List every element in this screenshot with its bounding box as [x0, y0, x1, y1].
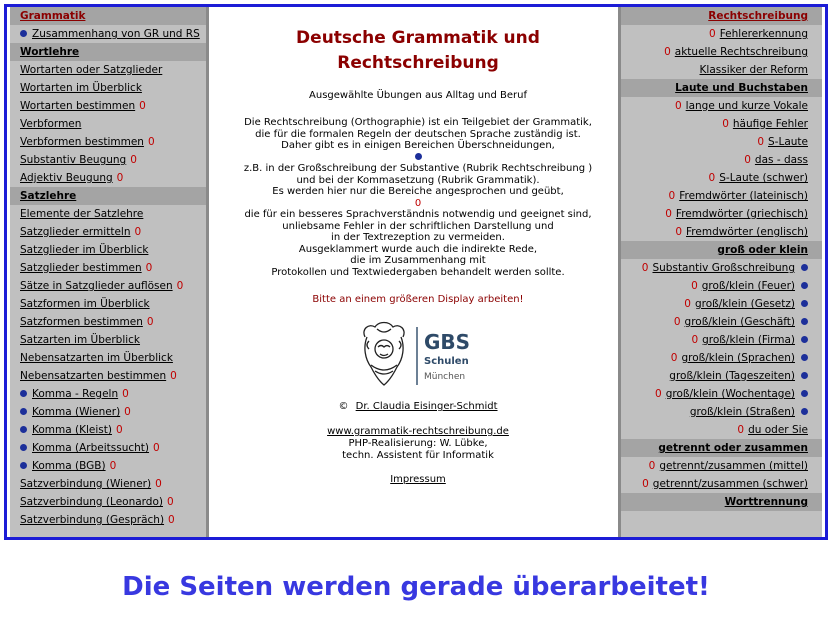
nav-item-groß-klein-gesetz[interactable]	[621, 295, 822, 313]
nav-item-groß-klein-feuer[interactable]	[621, 277, 822, 295]
nav-item-label[interactable]: Adjektiv Beugung	[20, 172, 113, 184]
php-credit-role: techn. Assistent für Informatik	[342, 450, 494, 461]
nav-item-label[interactable]: Komma (Arbeitssucht)	[32, 442, 150, 454]
nav-item-substantiv-beugung[interactable]	[10, 151, 209, 169]
marker: 0	[691, 334, 699, 346]
nav-item-label[interactable]: Satzarten im Überblick	[20, 334, 141, 346]
right-nav-list	[621, 7, 822, 511]
nav-item-lange-und-kurze-vokale[interactable]	[621, 97, 822, 115]
nav-item-zusammenhang-von-gr-und-rs[interactable]	[10, 25, 209, 43]
marker: 0	[655, 388, 662, 400]
nav-header-getrennt-oder-zusammen[interactable]: getrennt oder zusammen	[621, 439, 822, 457]
nav-item-groß-klein-straßen[interactable]	[621, 403, 822, 421]
nav-item-label[interactable]: groß/klein (Sprachen)	[681, 352, 795, 364]
marker: 0	[642, 478, 649, 490]
logo-line-3: München	[424, 372, 466, 382]
marker: 0	[691, 280, 698, 292]
title-line-2: Rechtschreibung	[337, 53, 499, 73]
nav-item-komma-wiener[interactable]	[10, 403, 209, 421]
nav-item-label[interactable]: Substantiv Beugung	[20, 154, 127, 166]
nav-item-du-oder-sie[interactable]	[621, 421, 822, 439]
marker: 0	[684, 298, 691, 310]
nav-item-label[interactable]: groß/klein (Gesetz)	[694, 298, 795, 310]
copyright	[209, 401, 627, 412]
bullet-icon	[801, 300, 808, 307]
marker: 0	[139, 100, 146, 112]
nav-item-aktuelle-rechtschreibung[interactable]	[621, 43, 822, 61]
nav-header-groß-oder-klein[interactable]: groß oder klein	[621, 241, 822, 259]
nav-header-worttrennung[interactable]: Worttrennung	[621, 493, 822, 511]
marker: 0	[130, 154, 137, 166]
bullet-icon	[20, 444, 27, 451]
nav-item-label[interactable]: Satzformen bestimmen	[20, 316, 143, 328]
nav-item-label[interactable]: Wortarten bestimmen	[20, 100, 136, 112]
bullet-icon	[801, 336, 808, 343]
site-url-link[interactable]: www.grammatik-rechtschreibung.de	[327, 426, 509, 437]
nav-item-häufige-fehler[interactable]	[621, 115, 822, 133]
intro-line: die für die formalen Regeln der deutschen Sprache zuständig ist.	[255, 128, 581, 140]
nav-item-komma-bgb[interactable]	[10, 457, 209, 475]
logo-line-2: Schulen	[424, 356, 469, 367]
nav-item-label[interactable]: Nebensatzarten im Überblick	[20, 352, 173, 364]
marker: 0	[670, 352, 678, 364]
nav-item-label[interactable]: Elemente der Satzlehre	[20, 208, 144, 220]
marker: 0	[176, 280, 184, 292]
nav-item-label[interactable]: Fremdwörter (lateinisch)	[679, 190, 808, 202]
nav-item-label[interactable]: Fremdwörter (englisch)	[686, 226, 808, 238]
marker: 0	[737, 424, 745, 436]
intro-paragraph	[209, 117, 627, 278]
nav-item-nebensatzarten-bestimmen[interactable]	[10, 367, 209, 385]
nav-item-label[interactable]: getrennt/zusammen (mittel)	[659, 460, 808, 472]
nav-item-satzarten-im-überblick[interactable]	[10, 331, 209, 349]
nav-header-laute-und-buchstaben[interactable]: Laute und Buchstaben	[621, 79, 822, 97]
marker: 0	[708, 172, 716, 184]
subtitle: Ausgewählte Übungen aus Alltag und Beruf	[309, 90, 527, 101]
nav-item-komma-arbeitssucht[interactable]	[10, 439, 209, 457]
nav-item-getrennt-zusammen-mittel[interactable]	[621, 457, 822, 475]
nav-item-komma-kleist[interactable]	[10, 421, 209, 439]
marker: 0	[665, 208, 672, 220]
intro-line: und bei der Kommasetzung (Rubrik Grammatik).	[296, 174, 540, 186]
nav-item-label[interactable]: S-Laute (schwer)	[719, 172, 808, 184]
nav-item-wortarten-oder-satzglieder[interactable]	[10, 61, 209, 79]
bullet-icon	[415, 153, 422, 160]
right-sidebar	[621, 7, 822, 537]
nav-item-label[interactable]: Komma - Regeln	[32, 388, 119, 400]
nav-item-sätze-in-satzglieder-auflösen[interactable]	[10, 277, 209, 295]
left-nav-list	[10, 7, 209, 529]
nav-item-label[interactable]: Nebensatzarten bestimmen	[20, 370, 167, 382]
nav-item-label[interactable]: lange und kurze Vokale	[685, 100, 808, 112]
marker: 0	[673, 316, 681, 328]
nav-item-label[interactable]: Satzformen im Überblick	[20, 298, 150, 310]
nav-item-satzformen-im-überblick[interactable]	[10, 295, 209, 313]
php-credit: PHP-Realisierung: W. Lübke,	[348, 438, 488, 449]
bullet-icon	[801, 318, 808, 325]
nav-item-label[interactable]: S-Laute	[768, 136, 808, 148]
marker: 0	[414, 197, 422, 209]
nav-item-label[interactable]: Satzglieder im Überblick	[20, 244, 149, 256]
nav-item-label[interactable]: Verbformen	[20, 118, 82, 130]
nav-item-label[interactable]: Fremdwörter (griechisch)	[675, 208, 808, 220]
marker: 0	[168, 514, 175, 526]
nav-item-satzglieder-bestimmen[interactable]	[10, 259, 209, 277]
nav-item-label[interactable]: Wortarten im Überblick	[20, 82, 142, 94]
marker: 0	[648, 460, 656, 472]
marker: 0	[675, 226, 683, 238]
nav-item-label[interactable]: groß/klein (Feuer)	[701, 280, 795, 292]
nav-item-label[interactable]: Zusammenhang von GR und RS	[32, 28, 200, 40]
page-frame	[4, 4, 828, 540]
nav-item-groß-klein-geschäft[interactable]	[621, 313, 822, 331]
intro-line: Daher gibt es in einigen Bereichen Überschneidungen,	[281, 140, 555, 151]
marker: 0	[155, 478, 162, 490]
copyright-symbol: ©	[338, 401, 349, 412]
nav-item-label[interactable]: getrennt/zusammen (schwer)	[652, 478, 808, 490]
nav-item-satzglieder-ermitteln[interactable]	[10, 223, 209, 241]
nav-item-nebensatzarten-im-überblick[interactable]	[10, 349, 209, 367]
bullet-icon	[20, 408, 27, 415]
marker: 0	[641, 262, 649, 274]
nav-item-satzverbindung-wiener[interactable]	[10, 475, 209, 493]
intro-line: unliebsame Fehler in der schriftlichen Darstellung und	[282, 220, 554, 232]
nav-item-satzverbindung-leonardo[interactable]	[10, 493, 209, 511]
nav-item-label[interactable]: Substantiv Großschreibung	[652, 262, 795, 274]
footer-info	[209, 426, 627, 462]
nav-item-satzglieder-im-überblick[interactable]	[10, 241, 209, 259]
nav-item-label[interactable]: groß/klein (Straßen)	[689, 406, 795, 418]
nav-item-label[interactable]: Satzverbindung (Wiener)	[20, 478, 152, 490]
bullet-icon	[801, 408, 808, 415]
nav-item-satzverbindung-gespräch[interactable]	[10, 511, 209, 529]
nav-item-groß-klein-sprachen[interactable]	[621, 349, 822, 367]
left-sidebar	[10, 7, 209, 537]
nav-item-das-dass[interactable]	[621, 151, 822, 169]
gbs-logo[interactable]	[357, 319, 479, 391]
center-bullet-row	[209, 152, 627, 164]
nav-header-satzlehre[interactable]: Satzlehre	[10, 187, 209, 205]
nav-item-groß-klein-wochentage[interactable]	[621, 385, 822, 403]
nav-item-klassiker-der-reform[interactable]	[621, 61, 822, 79]
marker: 0	[146, 316, 154, 328]
marker: 0	[722, 118, 729, 130]
nav-item-label[interactable]: groß/klein (Geschäft)	[684, 316, 795, 328]
nav-item-label[interactable]: Satzglieder ermitteln	[20, 226, 131, 238]
nav-item-fremdwörter-englisch[interactable]	[621, 223, 822, 241]
page-title	[209, 26, 627, 76]
nav-item-label[interactable]: groß/klein (Tageszeiten)	[669, 370, 795, 382]
intro-line: z.B. in der Großschreibung der Substantive (Rubrik Rechtschreibung )	[243, 163, 593, 174]
logo-abbr: GBS	[424, 330, 471, 354]
marker: 0	[116, 172, 124, 184]
nav-item-verbformen[interactable]	[10, 115, 209, 133]
nav-item-label[interactable]: groß/klein (Wochentage)	[665, 388, 795, 400]
marker: 0	[145, 262, 153, 274]
nav-item-substantiv-großschreibung[interactable]	[621, 259, 822, 277]
marker: 0	[122, 388, 129, 400]
bullet-icon	[801, 390, 808, 397]
nav-item-label[interactable]: aktuelle Rechtschreibung	[674, 46, 808, 58]
marker: 0	[757, 136, 765, 148]
nav-item-label[interactable]: Komma (Wiener)	[32, 406, 121, 418]
marker: 0	[134, 226, 142, 238]
intro-line: Es werden hier nur die Bereiche angesprochen und geübt,	[272, 186, 564, 197]
nav-item-wortarten-bestimmen[interactable]	[10, 97, 209, 115]
marker: 0	[115, 424, 123, 436]
nav-item-komma-regeln[interactable]	[10, 385, 209, 403]
maintenance-banner: Die Seiten werden gerade überarbeitet!	[122, 572, 710, 602]
nav-item-label[interactable]: Fehlererkennung	[719, 28, 808, 40]
marker: 0	[147, 136, 155, 148]
nav-item-elemente-der-satzlehre[interactable]	[10, 205, 209, 223]
marker: 0	[170, 370, 177, 382]
nav-item-label[interactable]: du oder Sie	[748, 424, 808, 436]
nav-item-verbformen-bestimmen[interactable]	[10, 133, 209, 151]
nav-item-label[interactable]: Satzverbindung (Gespräch)	[20, 514, 165, 526]
nav-item-label[interactable]: Klassiker der Reform	[699, 64, 808, 76]
marker: 0	[664, 46, 671, 58]
display-note: Bitte an einem größeren Display arbeiten!	[312, 294, 524, 305]
intro-line: die im Zusammenhang mit	[350, 255, 486, 266]
marker: 0	[153, 442, 160, 454]
title-line-1: Deutsche Grammatik und	[296, 28, 540, 48]
bullet-icon	[20, 426, 27, 433]
nav-header-grammatik[interactable]: Grammatik	[10, 7, 209, 25]
marker: 0	[709, 28, 716, 40]
nav-item-label[interactable]: Komma (BGB)	[32, 460, 106, 472]
bullet-icon	[801, 282, 808, 289]
bullet-icon	[20, 390, 27, 397]
nav-item-label[interactable]: Verbformen bestimmen	[20, 136, 144, 148]
bullet-icon	[20, 462, 27, 469]
intro-line: in der Textrezeption zu vermeiden.	[331, 232, 505, 243]
nav-item-s-laute-schwer[interactable]	[621, 169, 822, 187]
nav-item-label[interactable]: groß/klein (Firma)	[702, 334, 795, 346]
impressum-link[interactable]: Impressum	[390, 474, 446, 485]
author-link[interactable]: Dr. Claudia Eisinger-Schmidt	[355, 401, 498, 412]
nav-item-groß-klein-firma[interactable]	[621, 331, 822, 349]
nav-item-label[interactable]: Sätze in Satzglieder auflösen	[20, 280, 173, 292]
nav-item-satzformen-bestimmen[interactable]	[10, 313, 209, 331]
main-content	[209, 7, 627, 537]
nav-item-fremdwörter-griechisch[interactable]	[621, 205, 822, 223]
nav-item-fehlererkennung[interactable]	[621, 25, 822, 43]
nav-item-getrennt-zusammen-schwer[interactable]	[621, 475, 822, 493]
marker: 0	[167, 496, 174, 508]
bullet-icon	[801, 354, 808, 361]
nav-header-wortlehre[interactable]: Wortlehre	[10, 43, 209, 61]
intro-line: die für ein besseres Sprachverständnis notwendig und geeignet sind,	[244, 209, 592, 220]
logo-emblem-icon	[357, 319, 479, 391]
bullet-icon	[801, 264, 808, 271]
nav-item-groß-klein-tageszeiten[interactable]	[621, 367, 822, 385]
nav-item-label[interactable]: das - dass	[754, 154, 808, 166]
nav-item-label[interactable]: Komma (Kleist)	[32, 424, 112, 436]
bullet-icon	[20, 30, 27, 37]
nav-item-label[interactable]: Wortarten oder Satzglieder	[20, 64, 163, 76]
nav-item-label[interactable]: Satzglieder bestimmen	[20, 262, 142, 274]
marker: 0	[109, 460, 117, 472]
bullet-icon	[801, 372, 808, 379]
nav-header-rechtschreibung[interactable]: Rechtschreibung	[621, 7, 822, 25]
marker: 0	[674, 100, 682, 112]
nav-item-label[interactable]: Satzverbindung (Leonardo)	[20, 496, 163, 508]
nav-item-label[interactable]: häufige Fehler	[732, 118, 808, 130]
intro-line: Ausgeklammert wurde auch die indirekte Rede,	[298, 243, 538, 255]
marker: 0	[744, 154, 751, 166]
nav-item-fremdwörter-lateinisch[interactable]	[621, 187, 822, 205]
nav-item-wortarten-im-überblick[interactable]	[10, 79, 209, 97]
intro-line: Die Rechtschreibung (Orthographie) ist ein Teilgebiet der Grammatik,	[244, 117, 592, 128]
nav-item-s-laute[interactable]	[621, 133, 822, 151]
marker: 0	[668, 190, 676, 202]
intro-line: Protokollen und Textwiedergaben behandelt werden sollte.	[271, 266, 565, 278]
marker: 0	[124, 406, 131, 418]
nav-item-adjektiv-beugung[interactable]	[10, 169, 209, 187]
